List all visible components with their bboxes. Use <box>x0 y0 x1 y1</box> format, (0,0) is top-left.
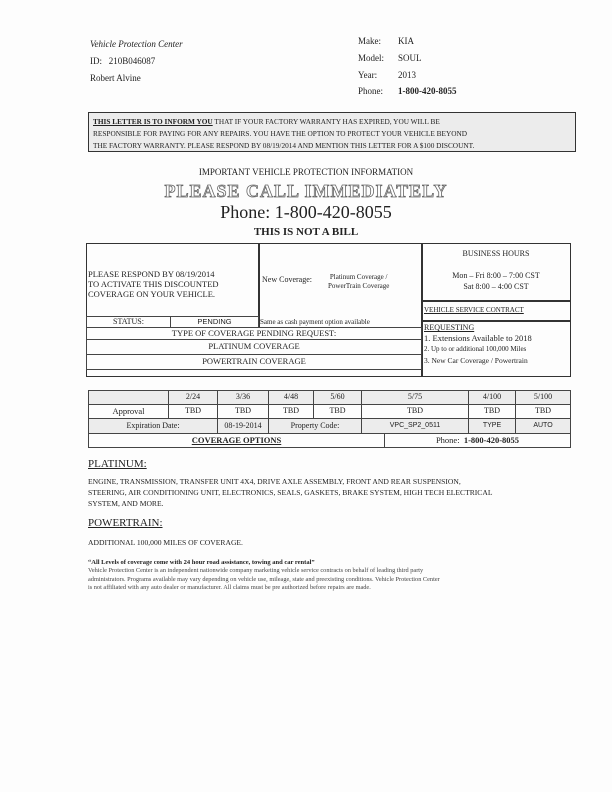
approval-value: TBD <box>361 404 469 419</box>
options-phone <box>384 433 571 448</box>
respond-line: COVERAGE ON YOUR VEHICLE. <box>88 289 216 299</box>
approval-value: TBD <box>217 404 269 419</box>
call-heading: PLEASE CALL IMMEDIATELY <box>164 181 448 201</box>
coverage-type-heading: TYPE OF COVERAGE PENDING REQUEST: <box>86 327 422 340</box>
make-value: KIA <box>398 36 414 46</box>
cash-option: Same as cash payment option available <box>260 318 370 326</box>
model-value: SOUL <box>398 53 422 63</box>
id-label: ID: <box>90 56 102 66</box>
divider <box>421 300 571 302</box>
expiration-value: 08-19-2014 <box>217 418 269 434</box>
phone-label: Phone: <box>358 86 384 96</box>
approval-value: TBD <box>313 404 362 419</box>
requesting-item: 1. Extensions Available to 2018 <box>424 333 532 343</box>
id-value: 210B046087 <box>108 56 156 66</box>
year-label: Year: <box>358 70 378 80</box>
status-value: PENDING <box>170 316 259 328</box>
term-header: 5/75 <box>361 390 469 405</box>
model-label: Model: <box>358 53 384 63</box>
hours-title: BUSINESS HOURS <box>462 249 530 258</box>
new-coverage-value <box>328 273 389 291</box>
notice-line: RESPONSIBLE FOR PAYING FOR ANY REPAIRS. YOU HAVE THE OPTION TO PROTECT YOUR VEHICLE BEYOND <box>93 129 468 138</box>
headline-phone: Phone: 1-800-420-8055 <box>220 202 392 222</box>
hours-line: Sat 8:00 – 4:00 CST <box>463 282 529 291</box>
phone <box>358 86 457 96</box>
notice-line: THAT IF YOUR FACTORY WARRANTY HAS EXPIRED, YOU WILL BE <box>212 117 440 126</box>
phone-value: 1-800-420-8055 <box>398 86 457 96</box>
make <box>358 36 414 46</box>
respond-text <box>88 269 219 299</box>
platinum-title-text: PLATINUM: <box>88 458 147 470</box>
footer-disclaimer <box>88 567 440 593</box>
approval-value: TBD <box>468 404 516 419</box>
respond-line: TO ACTIVATE THIS DISCOUNTED <box>88 279 219 289</box>
hours-line: Mon – Fri 8:00 – 7:00 CST <box>452 271 540 280</box>
requesting-title: REQUESTING <box>424 323 475 332</box>
status-label: STATUS: <box>86 316 171 328</box>
approval-value: TBD <box>515 404 571 419</box>
platinum-coverage-row: PLATINUM COVERAGE <box>86 339 422 355</box>
new-coverage-line: PowerTrain Coverage <box>328 282 390 290</box>
terms-corner <box>88 390 169 405</box>
term-header: 4/48 <box>268 390 314 405</box>
footer-quote: “All Levels of coverage come with 24 hour road assistance, towing and car rental” <box>88 559 315 566</box>
approval-label: Approval <box>88 404 169 419</box>
approval-value: TBD <box>268 404 314 419</box>
year <box>358 70 416 80</box>
term-header: 4/100 <box>468 390 516 405</box>
expiration-label: Expiration Date: <box>88 418 218 434</box>
coverage-options: COVERAGE OPTIONS <box>88 433 385 448</box>
notice-lead: THIS LETTER IS TO INFORM YOU <box>93 117 213 126</box>
recipient-name: Robert Alvine <box>90 73 141 83</box>
not-a-bill: THIS IS NOT A BILL <box>253 226 359 238</box>
phone-value: 1-800-420-8055 <box>463 434 520 445</box>
platinum-line: ENGINE, TRANSMISSION, TRANSFER UNIT 4X4, DRIVE AXLE ASSEMBLY, FRONT AND REAR SUSPENSION, <box>88 477 461 486</box>
important-heading: IMPORTANT VEHICLE PROTECTION INFORMATION <box>198 167 414 177</box>
term-header: 2/24 <box>168 390 218 405</box>
type-label: TYPE <box>468 418 516 434</box>
make-label: Make: <box>358 36 381 46</box>
approval-value: TBD <box>168 404 218 419</box>
sender-company: Vehicle Protection Center <box>90 39 183 49</box>
requesting-item: 2. Up to or additional 100,000 Miles <box>424 345 527 353</box>
powertrain-title <box>88 517 163 529</box>
respond-line: PLEASE RESPOND BY 08/19/2014 <box>88 269 215 279</box>
platinum-description <box>88 476 493 509</box>
platinum-line: SYSTEM, AND MORE. <box>88 499 164 508</box>
phone-label: Phone: <box>435 434 460 445</box>
requesting-list <box>424 322 532 366</box>
disclaimer-line: administrators. Programs available may vary depending on vehicle use, mileage, state and preexisting conditions. Vehicle Protection Center <box>88 575 440 583</box>
hours <box>421 270 571 292</box>
powertrain-coverage-row: POWERTRAIN COVERAGE <box>86 354 422 370</box>
new-coverage-label: New Coverage: <box>262 275 312 284</box>
type-value: AUTO <box>515 418 571 434</box>
year-value: 2013 <box>398 70 416 80</box>
notice-box <box>88 112 576 152</box>
property-value: VPC_SP2_0511 <box>361 418 469 434</box>
platinum-title <box>88 458 147 470</box>
notice-line: THE FACTORY WARRANTY. PLEASE RESPOND BY 08/19/2014 AND MENTION THIS LETTER FOR A $100 DISCOUNT. <box>93 141 475 150</box>
disclaimer-line: is not affiliated with any auto dealer or manufacturer. All claims must be pre authorized before repairs are made. <box>88 584 371 591</box>
sender-id <box>90 56 155 66</box>
property-label: Property Code: <box>268 418 362 434</box>
term-header: 5/60 <box>313 390 362 405</box>
platinum-line: STEERING, AIR CONDITIONING UNIT, ELECTRONICS, SEALS, GASKETS, BRAKE SYSTEM, HIGH TECH ELECTRICAL <box>88 488 493 497</box>
model <box>358 53 422 63</box>
requesting-item: 3. New Car Coverage / Powertrain <box>424 356 528 365</box>
powertrain-description: ADDITIONAL 100,000 MILES OF COVERAGE. <box>88 538 243 547</box>
term-header: 5/100 <box>515 390 571 405</box>
new-coverage-line: Platinum Coverage / <box>329 273 388 281</box>
service-contract: VEHICLE SERVICE CONTRACT <box>424 306 524 314</box>
term-header: 3/36 <box>217 390 269 405</box>
disclaimer-line: Vehicle Protection Center is an independent nationwide company marketing vehicle service contracts on behalf of leading third party <box>88 567 424 574</box>
powertrain-title-text: POWERTRAIN: <box>88 517 163 529</box>
